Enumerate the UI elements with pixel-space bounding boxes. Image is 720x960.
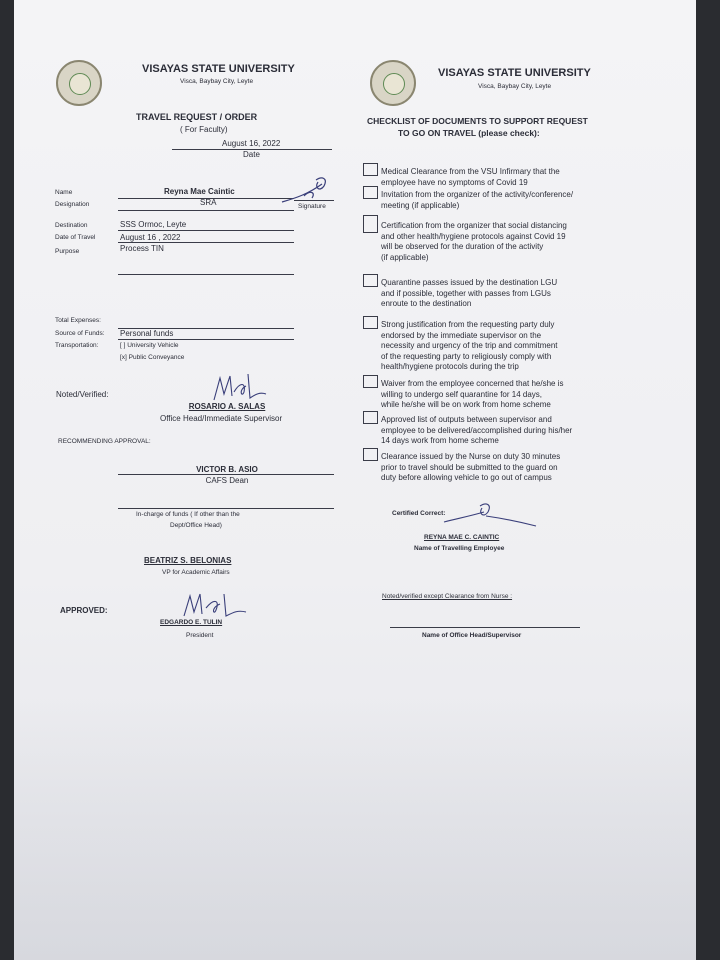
checklist-checkbox-7[interactable] — [363, 411, 378, 424]
employee-signature — [278, 172, 338, 212]
president-title: President — [186, 632, 214, 639]
transportation-label: Transportation: — [55, 342, 99, 349]
checklist-checkbox-4[interactable] — [363, 274, 378, 287]
incharge-funds-line1: In-charge of funds ( If other than the — [136, 511, 240, 518]
checklist-checkbox-5[interactable] — [363, 316, 378, 329]
checklist-item-7: Approved list of outputs between supervisor and employee to be delivered/accomplished during his/her 14 days work from home scheme — [381, 415, 573, 445]
certified-employee-title: Name of Travelling Employee — [414, 545, 505, 552]
designation-label: Designation — [55, 201, 90, 208]
checklist-checkbox-8[interactable] — [363, 448, 378, 461]
checklist-checkbox-1[interactable] — [363, 163, 378, 176]
checklist-item-5: Strong justification from the requesting party duly endorsed by the immediate supervisor on the necessity and urgency of the trip and commitment of the requesting party to religiously comply with health/hygiene protocols during the trip — [381, 320, 558, 371]
checklist-checkbox-2[interactable] — [363, 186, 378, 199]
name-value: Reyna Mae Caintic — [164, 187, 235, 196]
certified-correct-label: Certified Correct: — [392, 510, 446, 517]
university-seal-right — [370, 60, 416, 106]
document-page — [14, 0, 696, 960]
supervisor-signature — [210, 372, 270, 406]
recommending-approval-label: RECOMMENDING APPROVAL: — [58, 438, 151, 445]
date-value: August 16, 2022 — [222, 139, 281, 148]
left-university-name: VISAYAS STATE UNIVERSITY — [142, 63, 295, 75]
noted-except-nurse: Noted/verified except Clearance from Nurse : — [382, 593, 513, 600]
vp-title: VP for Academic Affairs — [162, 569, 230, 576]
designation-value: SRA — [200, 198, 217, 207]
checklist-item-3: Certification from the organizer that social distancing and other health/hygiene protocols against Covid 19 will be observed for the duration of the activity (if applicable) — [381, 221, 567, 262]
noted-verified-label: Noted/Verified: — [56, 390, 109, 399]
dean-title: CAFS Dean — [205, 476, 249, 485]
checklist-item-2: Invitation from the organizer of the activity/conference/ meeting (if applicable) — [381, 190, 574, 210]
checklist-title-2: TO GO ON TRAVEL (please check): — [398, 128, 540, 138]
checklist-checkbox-3[interactable] — [363, 215, 378, 233]
source-of-funds-label: Source of Funds: — [55, 330, 105, 337]
noted-signatory-name: ROSARIO A. SALAS — [188, 402, 266, 411]
right-address: Visca, Baybay City, Leyte — [478, 83, 552, 90]
checklist-title-1: CHECKLIST OF DOCUMENTS TO SUPPORT REQUEST — [367, 116, 588, 126]
checklist-item-6: Waiver from the employee concerned that he/she is willing to undergo self quarantine for 14 days, while he/she will be on work from home scheme — [381, 379, 564, 409]
purpose-label: Purpose — [55, 248, 80, 255]
form-subtitle: ( For Faculty) — [180, 125, 228, 134]
certifier-signature — [440, 500, 540, 530]
source-of-funds-value: Personal funds — [120, 329, 174, 338]
total-expenses-label: Total Expenses: — [55, 317, 101, 324]
destination-label: Destination — [55, 222, 88, 229]
noted-signatory-title: Office Head/Immediate Supervisor — [160, 414, 283, 423]
right-university-name: VISAYAS STATE UNIVERSITY — [438, 67, 591, 79]
name-label: Name — [55, 189, 73, 196]
purpose-value: Process TIN — [120, 244, 164, 253]
checklist-item-8: Clearance issued by the Nurse on duty 30 minutes prior to travel should be submitted to the guard on duty before allowing vehicle to go out of campus — [381, 452, 561, 482]
transport-public-conveyance: [x] Public Conveyance — [120, 354, 185, 361]
date-label: Date — [243, 150, 260, 159]
destination-value: SSS Ormoc, Leyte — [120, 220, 187, 229]
date-of-travel-value: August 16 , 2022 — [120, 233, 181, 242]
checklist-item-1: Medical Clearance from the VSU Infirmary that the employee have no symptoms of Covid 19 — [381, 167, 560, 187]
office-head-title: Name of Office Head/Supervisor — [422, 632, 522, 639]
checklist-checkbox-6[interactable] — [363, 375, 378, 388]
left-address: Visca, Baybay City, Leyte — [180, 78, 254, 85]
signature-label: Signature — [298, 203, 326, 210]
certified-employee-name: REYNA MAE C. CAINTIC — [424, 534, 500, 541]
approved-label: APPROVED: — [60, 606, 108, 615]
form-title: TRAVEL REQUEST / ORDER — [136, 112, 258, 122]
university-seal-left — [56, 60, 102, 106]
date-of-travel-label: Date of Travel — [55, 234, 96, 241]
checklist-item-4: Quarantine passes issued by the destination LGU and if possible, together with passes from LGUs enroute to the destination — [381, 278, 558, 308]
president-name: EDGARDO E. TULIN — [160, 619, 223, 626]
dean-name: VICTOR B. ASIO — [196, 465, 258, 474]
vp-name: BEATRIZ S. BELONIAS — [144, 556, 232, 565]
transport-university-vehicle: [ ] University Vehicle — [120, 342, 179, 349]
incharge-funds-line2: Dept/Office Head) — [170, 522, 222, 529]
